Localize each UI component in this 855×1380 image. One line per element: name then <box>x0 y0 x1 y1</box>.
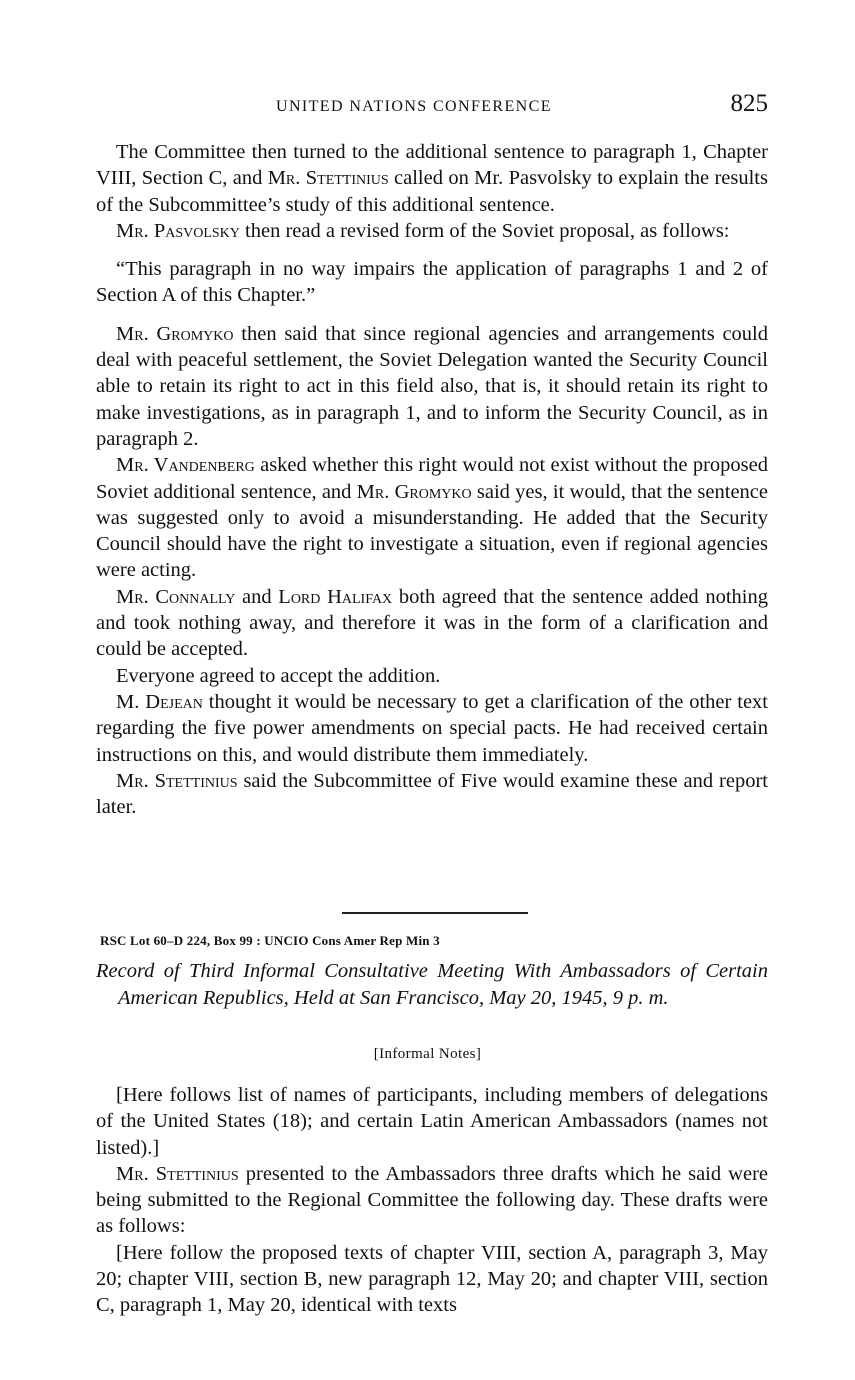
quoted-proposal: “This paragraph in no way impairs the application of paragraphs 1 and 2 of Section A of this Chapter.” <box>96 258 768 307</box>
informal-notes-label: [Informal Notes] <box>373 1046 482 1062</box>
paragraph: [Here follow the proposed texts of chapter VIII, section A, paragraph 3, May 20; chapter VIII, section B, new paragraph 12, May 20; and chapter VIII, section C, paragraph 1, May 20, identical with texts <box>96 1241 768 1317</box>
record-title: Record of Third Informal Consultative Meeting With Ambassadors of Certain American Republics, Held at San Francisco, May 20, 1945, 9 p. m. <box>96 960 768 1009</box>
paragraph: M. Dejean thought it would be necessary to get a clarification of the other text regarding the five power amendments on special pacts. He had received certain instructions on this, and would distribute them immediately. <box>96 690 768 766</box>
source-citation: RSC Lot 60–D 224, Box 99 : UNCIO Cons Amer Rep Min 3 <box>100 933 440 948</box>
body-text-lower <box>96 1082 768 1319</box>
page-header <box>96 90 768 124</box>
paragraph: Mr. Gromyko then said that since regional agencies and arrangements could deal with peaceful settlement, the Soviet Delegation wanted the Security Council able to retain its right to act in this field also, that is, it should retain its right to make investigations, as in paragraph 1, and to inform the Security Council, as in paragraph 2. <box>96 322 768 450</box>
running-title: UNITED NATIONS CONFERENCE <box>276 98 552 115</box>
speaker-name: Dejean <box>145 690 203 713</box>
speaker-name: Mr. Gromyko <box>356 480 472 503</box>
body-text-upper <box>96 139 768 820</box>
section-divider <box>342 912 528 914</box>
speaker-name: Mr. Vandenberg <box>116 454 255 477</box>
speaker-name: Mr. Stettinius <box>116 769 238 792</box>
speaker-name: Mr. Stettinius <box>116 1162 239 1185</box>
paragraph: Mr. Stettinius presented to the Ambassadors three drafts which he said were being submitted to the Regional Committee the following day. These drafts were as follows: <box>96 1162 768 1238</box>
paragraph: Mr. Connally and Lord Halifax both agreed that the sentence added nothing and took nothing away, and therefore it was in the form of a clarification and could be accepted. <box>96 585 768 661</box>
speaker-name: Mr. Stettinius <box>267 167 389 190</box>
speaker-name: Mr. Pasvolsky <box>116 219 240 242</box>
paragraph: The Committee then turned to the additional sentence to paragraph 1, Chapter VIII, Section C, and Mr. Stettinius called on Mr. Pasvolsky to explain the results of the Subcommittee’s study of this additional sentence. <box>96 141 768 216</box>
speaker-name: Mr. Connally <box>116 585 236 608</box>
paragraph: Mr. Vandenberg asked whether this right would not exist without the proposed Soviet additional sentence, and Mr. Gromyko said yes, it would, that the sentence was suggested only to avoid a misunderstanding. He added that the Security Council should have the right to investigate a situation, even if regional agencies were acting. <box>96 454 768 582</box>
speaker-name: Lord Halifax <box>278 585 393 608</box>
paragraph: Mr. Pasvolsky then read a revised form of the Soviet proposal, as follows: <box>116 219 730 242</box>
paragraph: [Here follows list of names of participants, including members of delegations of the United States (18); and certain Latin American Ambassadors (names not listed).] <box>96 1084 768 1159</box>
page-number: 825 <box>730 90 768 117</box>
paragraph: Everyone agreed to accept the addition. <box>116 664 441 687</box>
speaker-name: Mr. Gromyko <box>116 322 234 345</box>
paragraph: Mr. Stettinius said the Subcommittee of Five would examine these and report later. <box>96 769 768 819</box>
